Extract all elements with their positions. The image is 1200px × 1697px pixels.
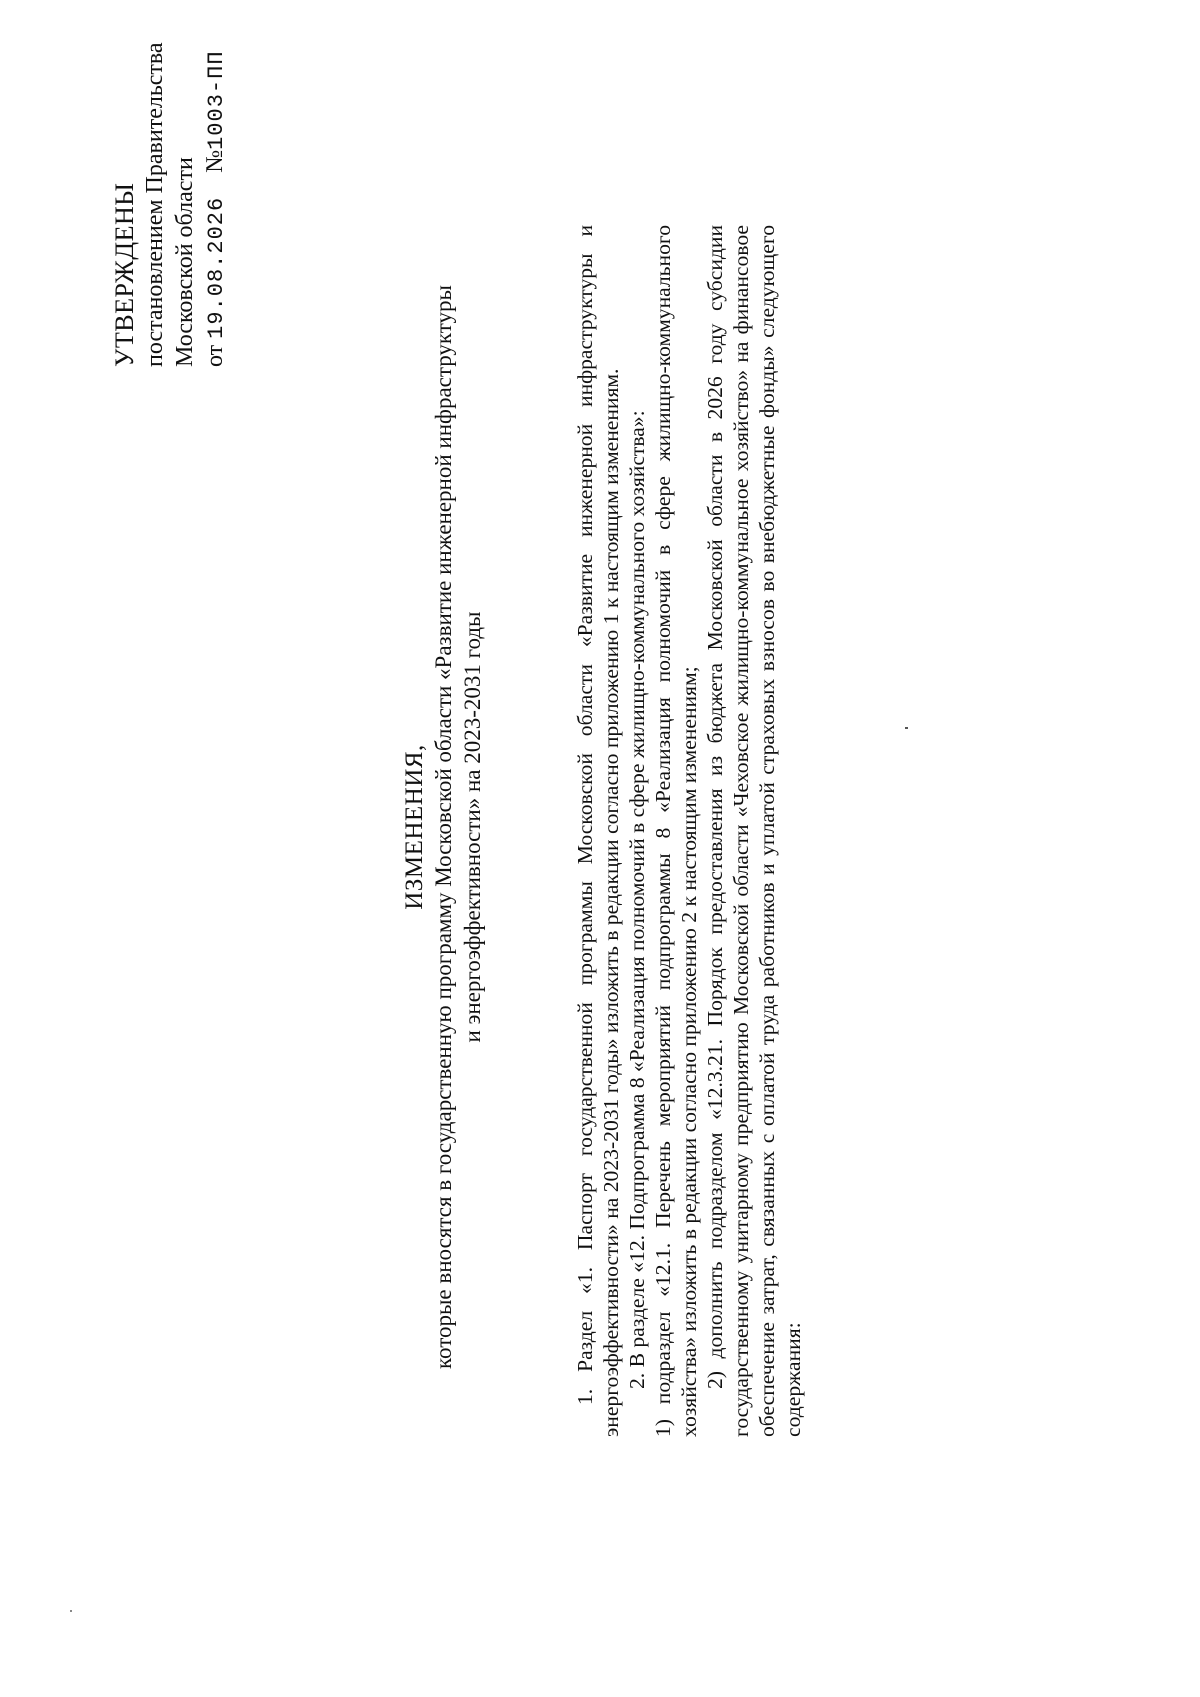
- document-title-block: [400, 257, 487, 1397]
- scan-speck: [905, 727, 908, 729]
- approval-date: 19.08.2026: [204, 196, 229, 339]
- scan-speck: [70, 1610, 72, 1612]
- document-body: [572, 225, 806, 1437]
- approval-heading: УТВЕРЖДЕНЫ: [110, 182, 139, 367]
- paragraph-2-item-1: 1) подраздел «12.1. Перечень мероприятий подпрограммы 8 «Реализация полномочий в сфере жилищно-коммунального хозяйства» изложить в редакции согласно приложению 2 к настоящим изменениям;: [651, 225, 701, 1437]
- number-prefix: №: [202, 149, 228, 173]
- document-title: ИЗМЕНЕНИЯ,: [401, 744, 428, 910]
- document-subtitle-line-1: которые вносятся в государственную программу Московской области «Развитие инженерной инфраструктуры: [431, 285, 456, 1369]
- approval-number: 1003-ПП: [204, 50, 229, 150]
- date-prefix: от: [202, 344, 228, 367]
- approval-stamp: [110, 42, 232, 367]
- paragraph-2: 2. В разделе «12. Подпрограмма 8 «Реализация полномочий в сфере жилищно-коммунального хозяйства»:: [625, 410, 649, 1389]
- approval-date-line: [200, 42, 232, 367]
- approval-line-1: постановлением Правительства: [142, 42, 168, 367]
- document-subtitle-line-2: и энергоэффективности» на 2023-2031 годы: [460, 611, 485, 1043]
- paragraph-2-item-2: 2) дополнить подразделом «12.3.21. Порядок предоставления из бюджета Московской области в 2026 году субсидии государственному унитарному предприятию Московской области «Чеховское жилищно-коммунальное хозяйство» на финансовое обеспечение затрат, связанных с оплатой труда работников и уплатой страховых взносов во внебюджетные фонды» следующего содержания:: [703, 225, 805, 1437]
- approval-line-2: Московской области: [172, 157, 198, 367]
- paragraph-1: 1. Раздел «1. Паспорт государственной программы Московской области «Развитие инженерной инфраструктуры и энергоэффективности» на 2023-2031 годы» изложить в редакции согласно приложению 1 к настоящим изменениям.: [573, 225, 623, 1437]
